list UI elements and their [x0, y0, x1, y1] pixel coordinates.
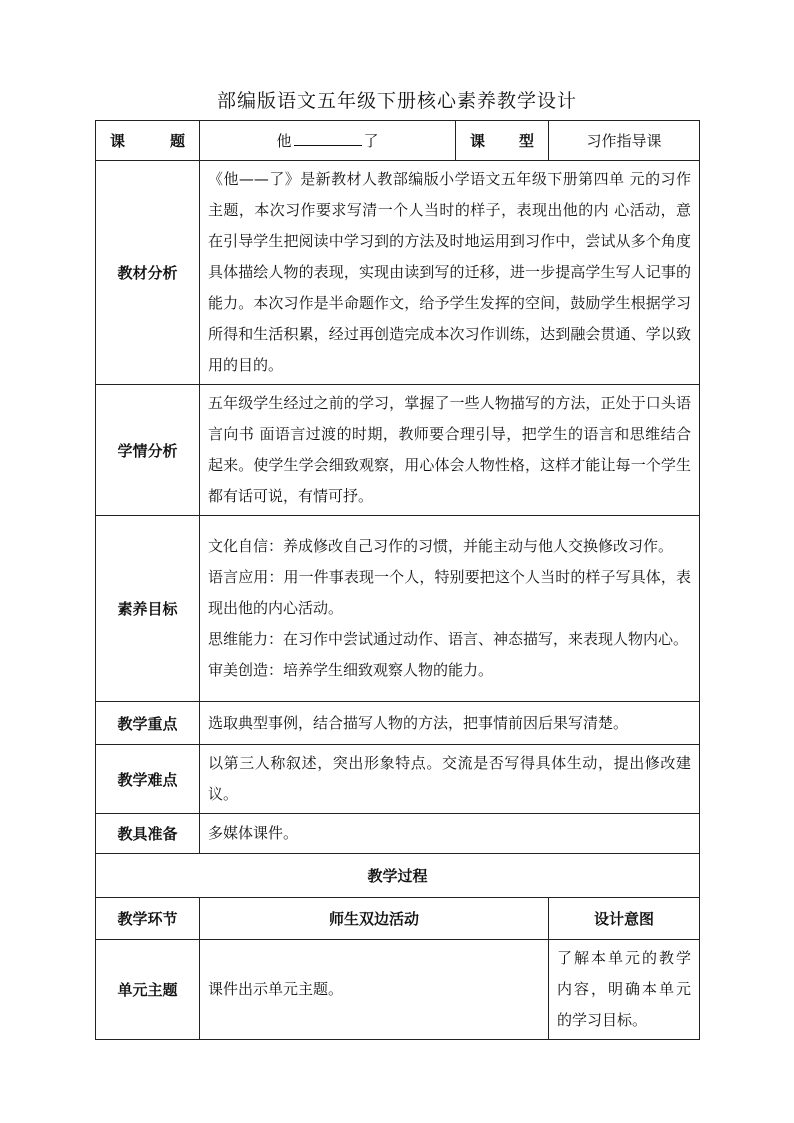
section-content	[200, 385, 700, 516]
section-row-difficulty	[96, 745, 700, 814]
section-paragraph: 五年级学生经过之前的学习，掌握了一些人物描写的方法，正处于口头语言向书 面语言过渡的时期，教师要合理引导，把学生的语言和思维结合起来。使学生学会细致观察，用心体会人物性格，这样才能让每一个学生都有话可说，有情可抒。	[208, 394, 691, 505]
type-value: 习作指导课	[549, 121, 700, 161]
section-label: 学情分析	[96, 385, 200, 516]
document-title: 部编版语文五年级下册核心素养教学设计	[216, 90, 577, 112]
section-content	[200, 161, 700, 385]
section-row-materials-prep	[96, 814, 700, 854]
topic-value	[200, 121, 456, 161]
lesson-plan-table	[95, 120, 700, 1040]
section-content	[200, 745, 700, 814]
section-label: 教学难点	[96, 745, 200, 814]
process-stage: 单元主题	[96, 940, 200, 1040]
topic-prefix: 他	[276, 132, 292, 150]
section-row-goals	[96, 516, 700, 702]
column-header-stage: 教学环节	[96, 898, 200, 940]
process-heading: 教学过程	[96, 854, 700, 898]
header-row	[96, 121, 700, 161]
section-label: 教具准备	[96, 814, 200, 854]
topic-blank	[294, 131, 362, 146]
process-column-header-row	[96, 898, 700, 940]
section-row-learners	[96, 385, 700, 516]
process-heading-row	[96, 854, 700, 898]
goal-aesthetic: 审美创造：培养学生细致观察人物的能力。	[208, 661, 494, 679]
goal-thinking: 思维能力：在习作中尝试通过动作、语言、神态描写，来表现人物内心。	[208, 630, 689, 648]
section-row-materials	[96, 161, 700, 385]
section-label: 素养目标	[96, 516, 200, 702]
process-intent: 了解本单元的教学内容，明确本单元的学习目标。	[549, 940, 700, 1040]
column-header-intent: 设计意图	[549, 898, 700, 940]
section-label: 教材分析	[96, 161, 200, 385]
process-activity: 课件出示单元主题。	[200, 940, 549, 1040]
type-label: 课 型	[456, 121, 549, 161]
section-content	[200, 516, 700, 702]
section-label: 教学重点	[96, 702, 200, 745]
goal-language: 语言应用：用一件事表现一个人，特别要把这个人当时的样子写具体，表现出他的内心活动。	[208, 568, 691, 617]
process-row	[96, 940, 700, 1040]
section-paragraph: 《他——了》是新教材人教部编版小学语文五年级下册第四单 元的习作主题，本次习作要求写清一个人当时的样子，表现出他的内 心活动，意在引导学生把阅读中学习到的方法及时地运用到习作中，尝试从多个角度具体描绘人物的表现，实现由读到写的迁移，进一步提高学生写人记事的能力。本次习作是半命题作文，给予学生发挥的空间，鼓励学生根据学习所得和生活积累，经过再创造完成本次习作训练，达到融会贯通、学以致用的目的。	[208, 170, 691, 374]
section-paragraph: 以第三人称叙述，突出形象特点。交流是否写得具体生动，提出修改建议。	[208, 754, 691, 803]
section-row-focus	[96, 702, 700, 745]
goal-culture: 文化自信：养成修改自己习作的习惯，并能主动与他人交换修改习作。	[208, 537, 674, 555]
section-content: 多媒体课件。	[200, 814, 700, 854]
topic-label: 课 题	[96, 121, 200, 161]
section-content: 选取典型事例，结合描写人物的方法，把事情前因后果写清楚。	[200, 702, 700, 745]
topic-suffix: 了	[363, 132, 379, 150]
column-header-activity: 师生双边活动	[200, 898, 549, 940]
